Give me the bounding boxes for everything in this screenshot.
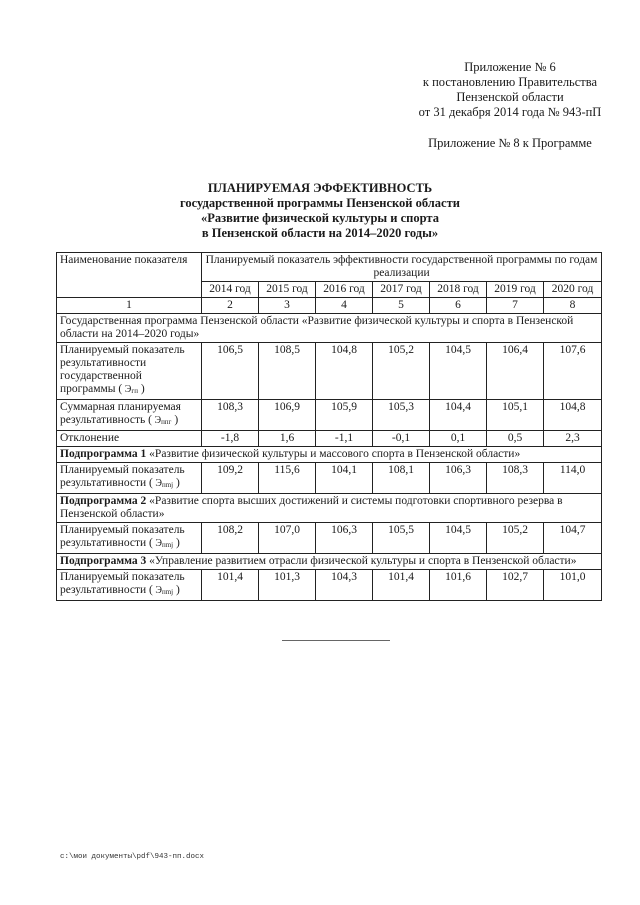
formula-close: ): [171, 414, 179, 426]
value-cell: 104,7: [544, 523, 602, 554]
subprogram-number: Подпрограмма 2: [60, 495, 147, 507]
value-cell: 105,2: [373, 343, 430, 400]
year-header: 2015 год: [259, 282, 316, 298]
appendix-line: к постановлению Правительства: [422, 75, 598, 89]
planned-indicator-row: [57, 343, 602, 400]
indicator-label: [57, 343, 202, 400]
title-line: ПЛАНИРУЕМАЯ ЭФФЕКТИВНОСТЬ: [207, 181, 433, 195]
value-cell: 101,3: [259, 570, 316, 601]
value-cell: 104,1: [316, 463, 373, 494]
header-row: [57, 253, 602, 282]
subprogram-title: [57, 554, 602, 570]
formula-symbol: $Э_{ппг}$: [151, 415, 172, 426]
year-header: 2017 год: [373, 282, 430, 298]
value-cell: 2,3: [544, 431, 602, 447]
year-header: 2018 год: [430, 282, 487, 298]
appendix-header: [380, 60, 640, 151]
efficiency-table: [56, 252, 602, 601]
value-cell: 108,3: [487, 463, 544, 494]
title-line: государственной программы Пензенской области: [180, 196, 460, 210]
value-cell: 106,3: [316, 523, 373, 554]
subprogram-name: «Управление развитием отрасли физической культуры и спорта в Пензенской области»: [146, 555, 577, 567]
value-cell: 101,4: [373, 570, 430, 601]
indicator-text: Планируемый показатель результативности государственной программы (: [60, 344, 185, 395]
title-line: «Развитие физической культуры и спорта: [201, 211, 439, 225]
value-cell: 106,5: [202, 343, 259, 400]
subprogram-title: [57, 447, 602, 463]
value-cell: 108,1: [373, 463, 430, 494]
indicator-text: Планируемый показатель результативности (: [60, 571, 185, 596]
document-title: [60, 181, 580, 241]
value-cell: 108,3: [202, 400, 259, 431]
total-indicator-row: [57, 400, 602, 431]
subprogram-indicator-row: [57, 570, 602, 601]
column-number: 4: [316, 298, 373, 314]
indicator-text: Суммарная планируемая результативность (: [60, 401, 181, 426]
appendix-line: от 31 декабря 2014 года № 943-пП: [418, 105, 602, 119]
column-numbers-row: [57, 298, 602, 314]
subprogram-number: Подпрограмма 1: [60, 448, 147, 460]
formula-close: ): [173, 584, 180, 596]
value-cell: 104,4: [430, 400, 487, 431]
subprogram-indicator-row: [57, 463, 602, 494]
header-indicator-name: Наименование показателя: [57, 253, 202, 298]
formula-symbol: $Э_{пmj}$: [152, 538, 174, 549]
formula-symbol: $Э_{пmj}$: [152, 478, 174, 489]
file-path: c:\мои документы\pdf\943-пп.docx: [60, 853, 205, 861]
appendix-line: Пензенской области: [456, 90, 564, 104]
program-row: [57, 314, 602, 343]
formula-subscript: ппг: [161, 418, 172, 426]
column-number: 2: [202, 298, 259, 314]
formula-close: ): [137, 383, 145, 395]
indicator-label: [57, 523, 202, 554]
column-number: 6: [430, 298, 487, 314]
formula-close: ): [173, 537, 180, 549]
deviation-row: [57, 431, 602, 447]
value-cell: 0,1: [430, 431, 487, 447]
subprogram-number: Подпрограмма 3: [60, 555, 147, 567]
column-number: 5: [373, 298, 430, 314]
value-cell: 107,6: [544, 343, 602, 400]
value-cell: -1,1: [316, 431, 373, 447]
formula-close: ): [173, 477, 180, 489]
subprogram-header-row: [57, 554, 602, 570]
value-cell: 104,3: [316, 570, 373, 601]
appendix-line: Приложение № 6: [464, 60, 556, 74]
value-cell: 101,4: [202, 570, 259, 601]
subprogram-name: «Развитие физической культуры и массового спорта в Пензенской области»: [146, 448, 521, 460]
formula-subscript: пmj: [161, 588, 174, 596]
value-cell: 0,5: [487, 431, 544, 447]
subprogram-name: «Развитие спорта высших достижений и системы подготовки спортивного резерва в Пензенской области»: [60, 495, 563, 520]
value-cell: 106,4: [487, 343, 544, 400]
title-line: в Пензенской области на 2014–2020 годы»: [201, 226, 439, 240]
value-cell: 106,9: [259, 400, 316, 431]
value-cell: -1,8: [202, 431, 259, 447]
value-cell: 115,6: [259, 463, 316, 494]
formula-subscript: пmj: [161, 541, 174, 549]
column-number: 1: [57, 298, 202, 314]
subprogram-indicator-row: [57, 523, 602, 554]
subprogram-title: [57, 494, 602, 523]
value-cell: 1,6: [259, 431, 316, 447]
value-cell: 109,2: [202, 463, 259, 494]
formula-symbol: $Э_{гп}$: [122, 384, 138, 395]
program-title: Государственная программа Пензенской области «Развитие физической культуры и спорта в Пензенской области на 2014–2020 годы»: [57, 314, 602, 343]
indicator-text: Планируемый показатель результативности (: [60, 464, 185, 489]
value-cell: 105,2: [487, 523, 544, 554]
table-body: [57, 253, 602, 601]
value-cell: 108,2: [202, 523, 259, 554]
year-header: 2019 год: [487, 282, 544, 298]
formula-subscript: гп: [131, 387, 138, 395]
year-header: 2016 год: [316, 282, 373, 298]
column-number: 8: [544, 298, 602, 314]
value-cell: 104,5: [430, 523, 487, 554]
value-cell: 101,0: [544, 570, 602, 601]
value-cell: -0,1: [373, 431, 430, 447]
separator-line: [282, 640, 390, 641]
subprogram-header-row: [57, 447, 602, 463]
column-number: 3: [259, 298, 316, 314]
formula-symbol: $Э_{пmj}$: [152, 585, 174, 596]
indicator-label: [57, 463, 202, 494]
value-cell: 101,6: [430, 570, 487, 601]
indicator-label: [57, 570, 202, 601]
value-cell: 102,7: [487, 570, 544, 601]
value-cell: 107,0: [259, 523, 316, 554]
value-cell: 104,8: [316, 343, 373, 400]
year-header: 2020 год: [544, 282, 602, 298]
column-number: 7: [487, 298, 544, 314]
year-header: 2014 год: [202, 282, 259, 298]
subprogram-header-row: [57, 494, 602, 523]
value-cell: 105,9: [316, 400, 373, 431]
header-group: Планируемый показатель эффективности государственной программы по годам реализации: [202, 253, 602, 282]
value-cell: 104,8: [544, 400, 602, 431]
value-cell: 105,5: [373, 523, 430, 554]
value-cell: 106,3: [430, 463, 487, 494]
value-cell: 104,5: [430, 343, 487, 400]
formula-subscript: пmj: [161, 481, 174, 489]
value-cell: 105,1: [487, 400, 544, 431]
value-cell: 114,0: [544, 463, 602, 494]
indicator-label: Отклонение: [57, 431, 202, 447]
indicator-text: Планируемый показатель результативности (: [60, 524, 185, 549]
indicator-label: [57, 400, 202, 431]
value-cell: 108,5: [259, 343, 316, 400]
appendix-program-ref: Приложение № 8 к Программе: [428, 136, 592, 150]
value-cell: 105,3: [373, 400, 430, 431]
